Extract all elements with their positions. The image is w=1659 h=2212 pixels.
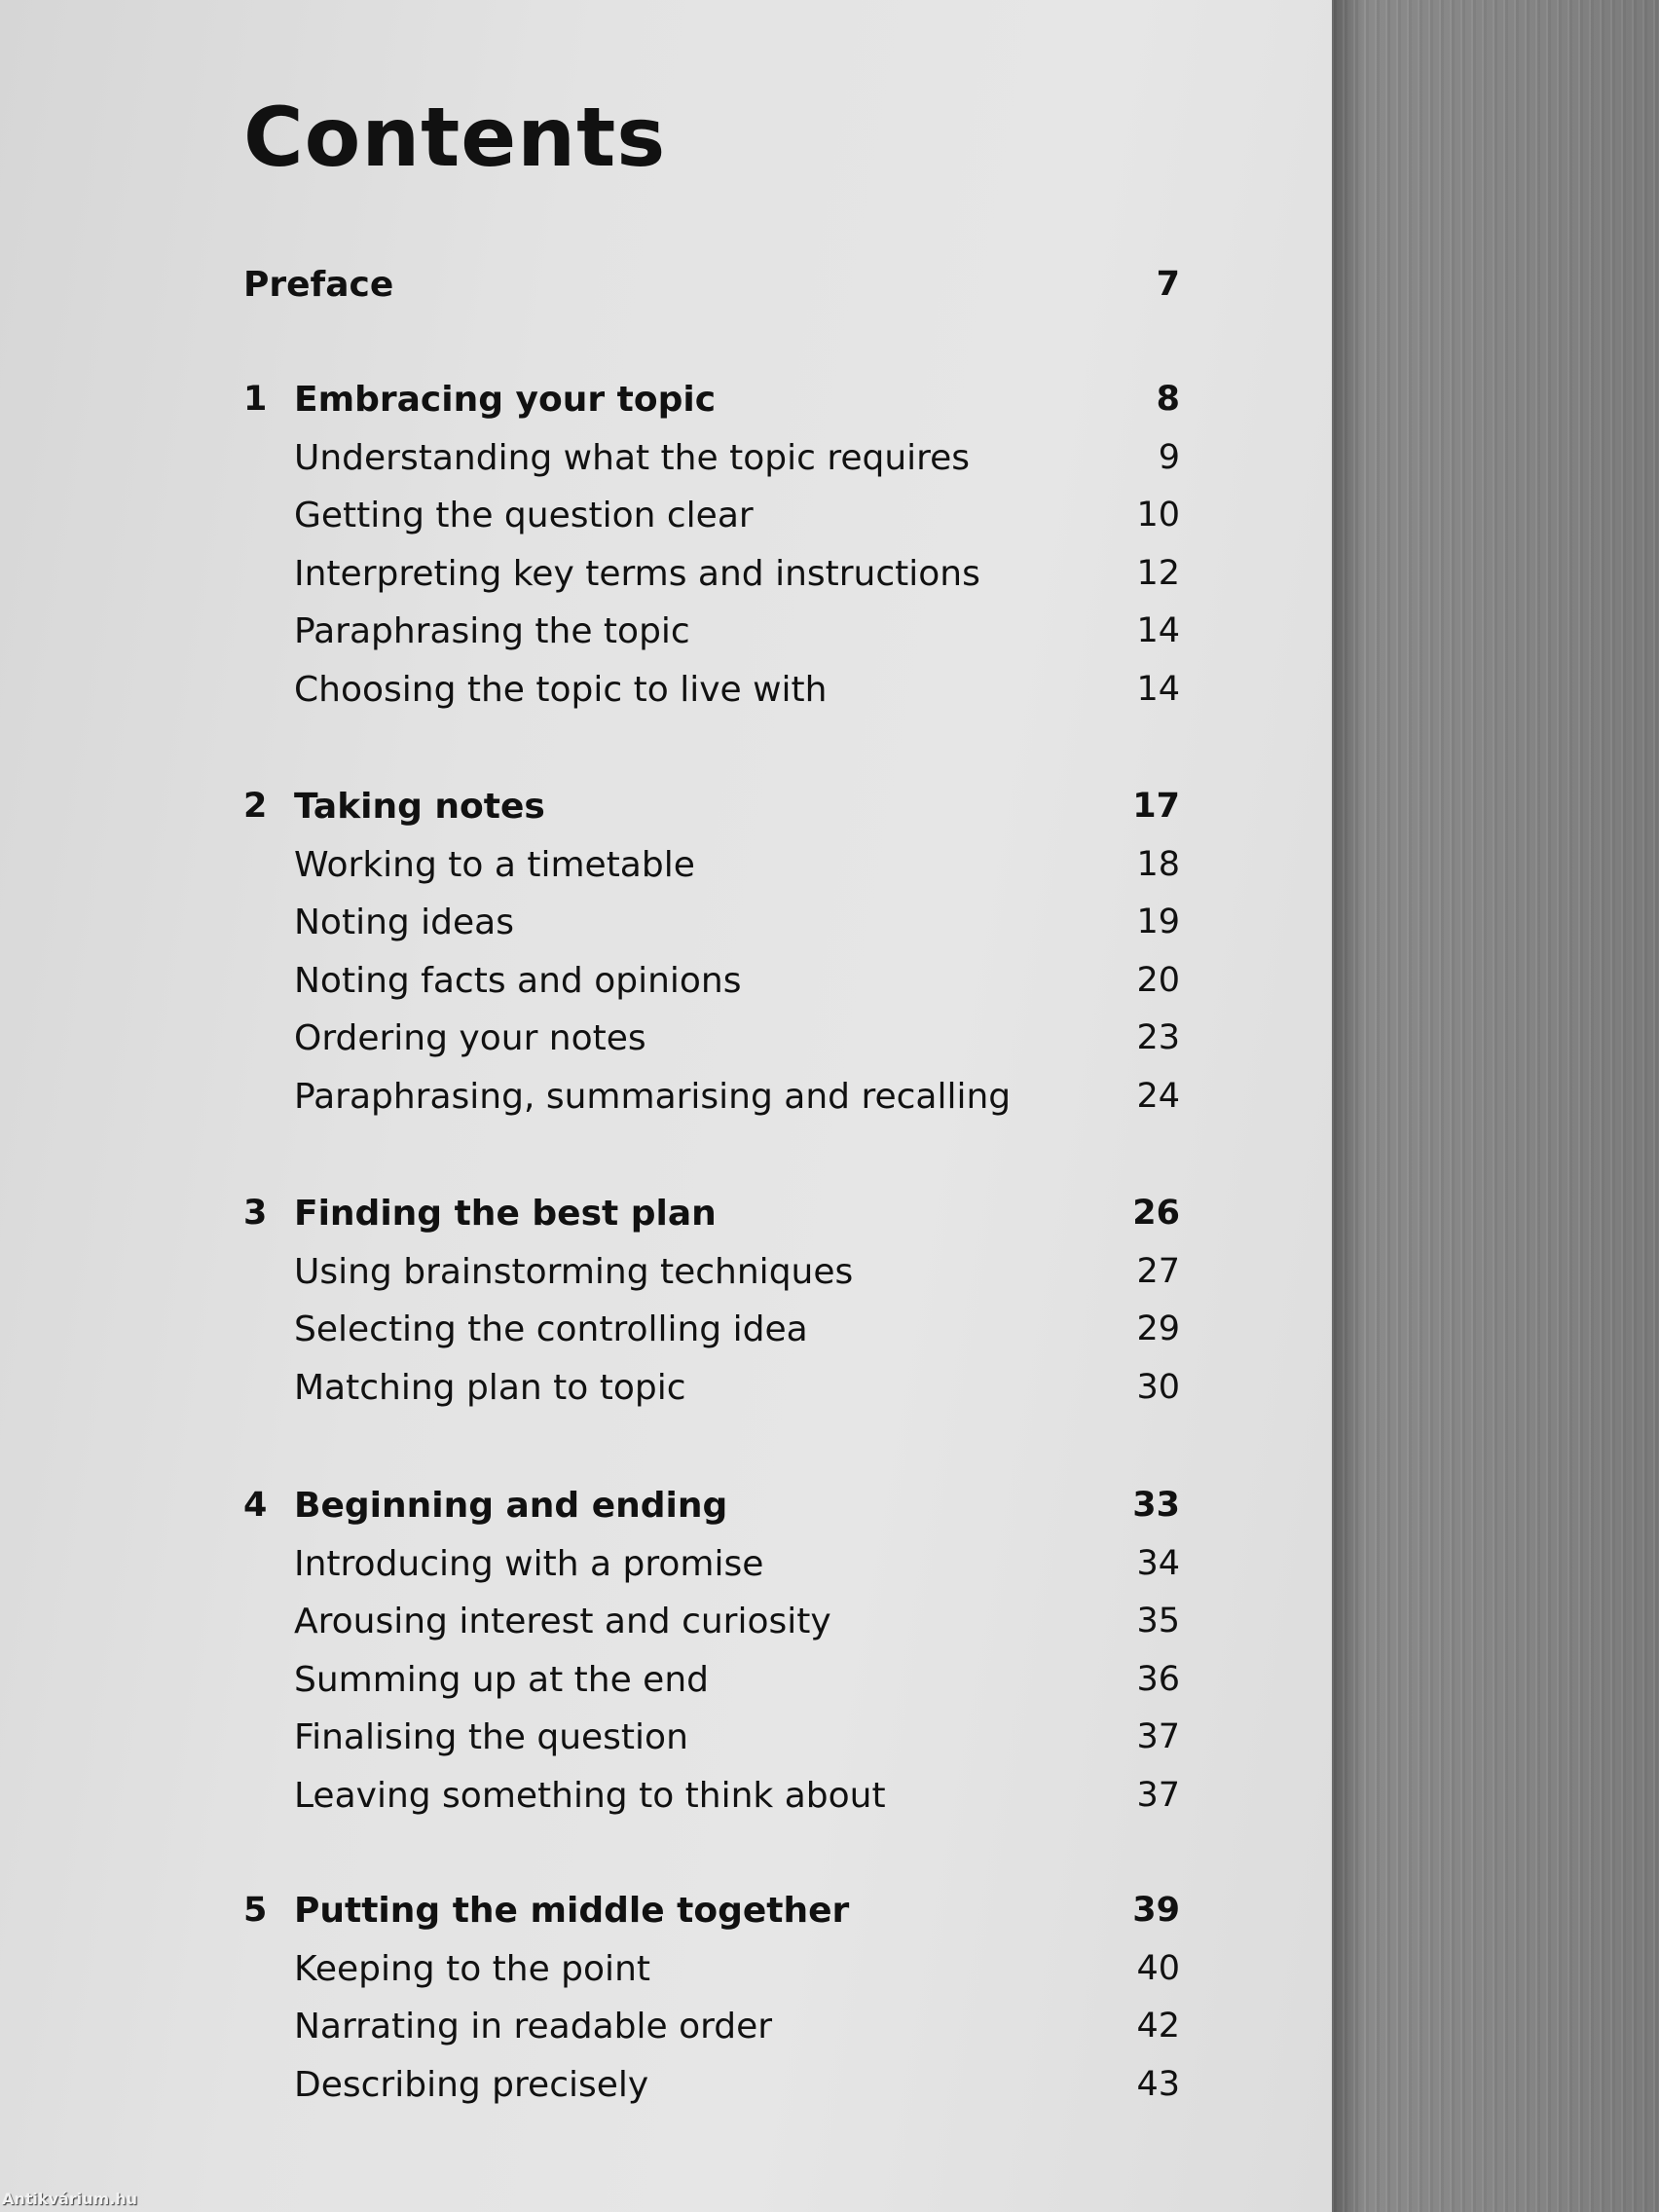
section-title: Interpreting key terms and instructions [294, 553, 980, 594]
chapter-heading [243, 1891, 1180, 1949]
page-title: Contents [243, 90, 667, 185]
section-title: Leaving something to think about [294, 1775, 886, 1816]
section-page-number: 37 [1136, 1775, 1180, 1815]
section-page-number: 18 [1136, 844, 1180, 884]
chapter-title: Finding the best plan [294, 1194, 717, 1234]
section-page-number: 34 [1136, 1543, 1180, 1583]
section-page-number: 14 [1136, 611, 1180, 650]
section-title: Summing up at the end [294, 1659, 709, 1700]
section-title: Using brainstorming techniques [294, 1251, 854, 1292]
toc-chapter-1 [243, 380, 1180, 727]
section-title: Paraphrasing the topic [294, 611, 690, 651]
section-title: Keeping to the point [294, 1948, 650, 1989]
book-binding-edge [1332, 0, 1659, 2212]
toc-section-row [243, 438, 1180, 497]
toc-section-row [243, 1949, 1180, 2008]
chapter-title: Putting the middle together [294, 1891, 850, 1931]
chapter-number: 4 [243, 1486, 268, 1525]
chapter-page-number: 26 [1132, 1194, 1180, 1233]
toc-section-row [243, 1717, 1180, 1776]
toc-chapter-3 [243, 1194, 1180, 1425]
toc-section-row [243, 2007, 1180, 2065]
toc-chapter-2 [243, 787, 1180, 1134]
toc-preface-entry [243, 265, 1180, 315]
toc-section-row [243, 1018, 1180, 1077]
section-title: Arousing interest and curiosity [294, 1602, 831, 1641]
chapter-heading [243, 787, 1180, 845]
chapter-title: Beginning and ending [294, 1486, 728, 1526]
section-page-number: 9 [1158, 437, 1180, 477]
section-page-number: 30 [1136, 1367, 1180, 1407]
section-title: Ordering your notes [294, 1018, 646, 1058]
section-page-number: 14 [1136, 669, 1180, 709]
section-page-number: 29 [1136, 1309, 1180, 1348]
section-title: Narrating in readable order [294, 2007, 773, 2046]
toc-section-row [243, 496, 1180, 554]
section-page-number: 42 [1136, 2007, 1180, 2046]
section-title: Noting ideas [294, 903, 515, 942]
toc-section-row [243, 845, 1180, 903]
section-title: Matching plan to topic [294, 1367, 686, 1408]
section-title: Finalising the question [294, 1717, 688, 1757]
preface-label: Preface [243, 265, 394, 305]
toc-section-row [243, 611, 1180, 670]
toc-section-row [243, 1660, 1180, 1718]
chapter-number: 3 [243, 1194, 268, 1233]
chapter-page-number: 39 [1132, 1891, 1180, 1930]
watermark: Antikvárium.hu [2, 2190, 138, 2208]
toc-section-row [243, 1309, 1180, 1368]
preface-page-number: 7 [1156, 265, 1180, 304]
section-page-number: 24 [1136, 1076, 1180, 1116]
toc-section-row [243, 1077, 1180, 1135]
toc-chapter-4 [243, 1486, 1180, 1833]
toc-section-row [243, 903, 1180, 961]
toc-section-row [243, 1776, 1180, 1834]
chapter-heading [243, 1486, 1180, 1544]
toc-section-row [243, 1602, 1180, 1660]
chapter-heading [243, 380, 1180, 438]
chapter-page-number: 8 [1156, 380, 1180, 419]
toc-section-row [243, 554, 1180, 612]
section-title: Selecting the controlling idea [294, 1309, 808, 1349]
section-page-number: 19 [1136, 903, 1180, 941]
section-page-number: 27 [1136, 1251, 1180, 1291]
toc-section-row [243, 2065, 1180, 2123]
section-page-number: 20 [1136, 960, 1180, 1000]
section-page-number: 37 [1136, 1717, 1180, 1756]
section-title: Paraphrasing, summarising and recalling [294, 1076, 1012, 1117]
toc-section-row [243, 1252, 1180, 1310]
section-page-number: 23 [1136, 1018, 1180, 1057]
section-page-number: 12 [1136, 553, 1180, 593]
toc-section-row [243, 1544, 1180, 1603]
section-page-number: 40 [1136, 1948, 1180, 1988]
section-title: Introducing with a promise [294, 1543, 764, 1584]
chapter-title: Taking notes [294, 787, 545, 827]
chapter-title: Embracing your topic [294, 380, 717, 420]
toc-chapter-5 [243, 1891, 1180, 2122]
chapter-number: 1 [243, 380, 268, 419]
section-title: Working to a timetable [294, 844, 695, 885]
section-page-number: 36 [1136, 1659, 1180, 1699]
section-page-number: 10 [1136, 496, 1180, 535]
toc-section-row [243, 1368, 1180, 1426]
toc-section-row [243, 961, 1180, 1019]
section-page-number: 35 [1136, 1602, 1180, 1641]
section-page-number: 43 [1136, 2064, 1180, 2104]
toc-section-row [243, 670, 1180, 728]
chapter-number: 5 [243, 1891, 268, 1930]
chapter-heading [243, 1194, 1180, 1252]
chapter-page-number: 17 [1132, 787, 1180, 826]
section-title: Describing precisely [294, 2064, 649, 2105]
section-title: Getting the question clear [294, 496, 754, 535]
chapter-number: 2 [243, 787, 268, 826]
chapter-page-number: 33 [1132, 1486, 1180, 1525]
section-title: Understanding what the topic requires [294, 437, 971, 478]
section-title: Choosing the topic to live with [294, 669, 828, 710]
section-title: Noting facts and opinions [294, 960, 742, 1001]
